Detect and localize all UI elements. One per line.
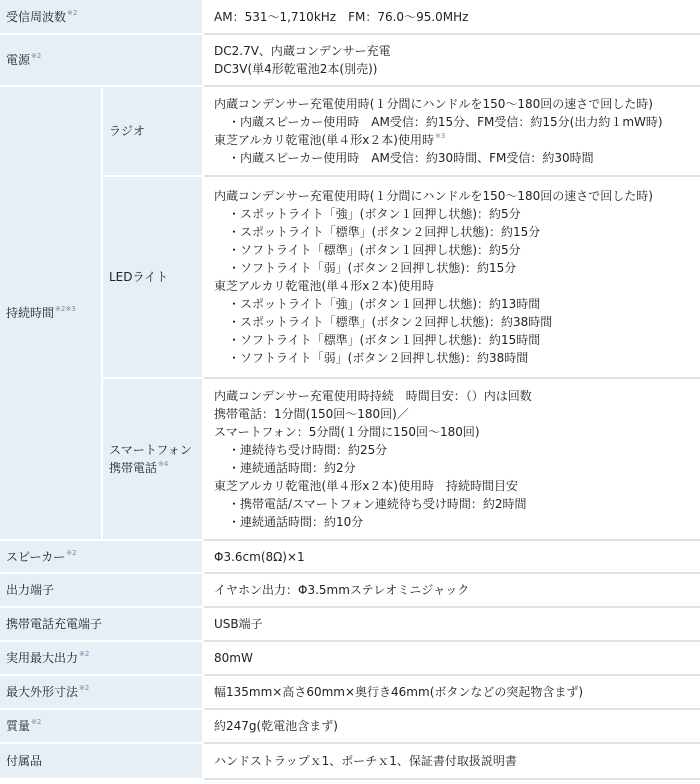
- row-value: イヤホン出力：Φ3.5mmステレオミニジャック: [204, 574, 700, 608]
- row-label: 持続時間$^{※2※3}$: [0, 87, 103, 541]
- row-label: 出力端子: [0, 574, 204, 608]
- row-value: 内蔵コンデンサー充電使用時(１分間にハンドルを150～180回の速さで回した時) ・内蔵スピーカー使用時 AM受信：約15分、FM受信：約15分(出力約１mW時) 東芝アルカリ乾電池(単４形x２本)使用時$^{※3}$ ・内蔵スピーカー使用時 AM受信：約30時間、FM受信：約30時間: [204, 87, 700, 177]
- row-value: DC2.7V、内蔵コンデンサー充電 DC3V(単4形乾電池2本(別売)): [204, 35, 700, 87]
- row-label: 質量$^{※2}$: [0, 710, 204, 744]
- spec-row-charge-port: [0, 608, 700, 642]
- row-label: 受信周波数$^{※2}$: [0, 0, 204, 35]
- row-label: 電源$^{※2}$: [0, 35, 204, 87]
- spec-row-duration-led: [0, 177, 700, 379]
- spec-row-duration-phone: [0, 379, 700, 541]
- row-label: 付属品: [0, 744, 204, 780]
- row-value: ハンドストラップｘ1、ポーチｘ1、保証書付取扱説明書: [204, 744, 700, 780]
- row-label: 最大外形寸法$^{※2}$: [0, 676, 204, 710]
- sub-label-radio: ラジオ: [103, 87, 204, 177]
- spec-row-duration-radio: [0, 87, 700, 177]
- row-value: 内蔵コンデンサー充電使用時持続 時間目安：（）内は回数 携帯電話：1分間(150回～180回)／ スマートフォン：5分間(１分間に150回～180回) ・連続待ち受け時間：約25分 ・連続通話時間：約2分 東芝アルカリ乾電池(単４形x２本)使用時 持続時間目安 ・携帯電話/スマートフォン連続待ち受け時間：約2時間 ・連続通話時間：約10分: [204, 379, 700, 541]
- row-value: 内蔵コンデンサー充電使用時(１分間にハンドルを150～180回の速さで回した時) ・スポットライト「強」(ボタン１回押し状態)：約5分 ・スポットライト「標準」(ボタン２回押し状態)：約15分 ・ソフトライト「標準」(ボタン１回押し状態)：約5分 ・ソフトライト「弱」(ボタン２回押し状態)：約15分 東芝アルカリ乾電池(単４形x２本)使用時 ・スポットライト「強」(ボタン１回押し状態)：約13時間 ・スポットライト「標準」(ボタン２回押し状態)：約38時間 ・ソフトライト「標準」(ボタン１回押し状態)：約15時間 ・ソフトライト「弱」(ボタン２回押し状態)：約38時間: [204, 177, 700, 379]
- row-value: Φ3.6cm(8Ω)×1: [204, 541, 700, 574]
- spec-row-size: [0, 676, 700, 710]
- spec-row-accessories: [0, 744, 700, 780]
- sub-label-led: LEDライト: [103, 177, 204, 379]
- row-label: 実用最大出力$^{※2}$: [0, 642, 204, 676]
- row-value: AM：531～1,710kHz FM：76.0～95.0MHz: [204, 0, 700, 35]
- row-value: 80mW: [204, 642, 700, 676]
- spec-row-frequency: [0, 0, 700, 35]
- spec-row-power: [0, 35, 700, 87]
- spec-row-output: [0, 574, 700, 608]
- spec-row-weight: [0, 710, 700, 744]
- row-label: 携帯電話充電端子: [0, 608, 204, 642]
- spec-row-speaker: [0, 541, 700, 574]
- row-value: USB端子: [204, 608, 700, 642]
- spec-row-max-output: [0, 642, 700, 676]
- sub-label-phone: スマートフォン 携帯電話$^{※4}$: [103, 379, 204, 541]
- row-label: スピーカー$^{※2}$: [0, 541, 204, 574]
- row-value: 約247g(乾電池含まず): [204, 710, 700, 744]
- row-value: 幅135mm×高さ60mm×奥行き46mm(ボタンなどの突起物含まず): [204, 676, 700, 710]
